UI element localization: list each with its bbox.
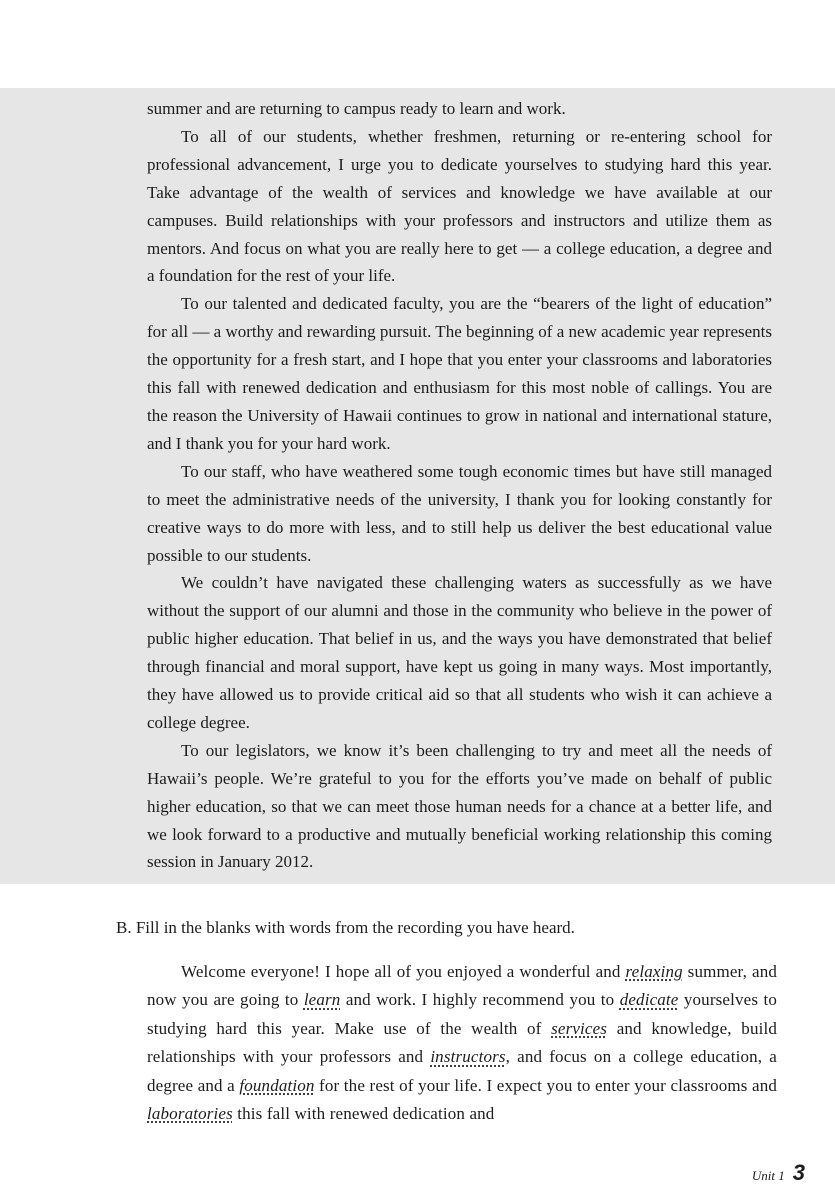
passage-paragraph: We couldn’t have navigated these challenging waters as successfully as we have without the support of our alumni and those in the community who believe in the power of public higher education. That belief in us, and the ways you have demonstrated that belief through financial and moral support, have kept us going in many ways. Most importantly, they have allowed us to provide critical aid so that all students who wish it can achieve a college degree. (147, 573, 772, 732)
text-segment: , and focus on a college education, a degree and a (147, 1047, 777, 1095)
blank-answer: instructors (430, 1047, 506, 1067)
exercise-b-section (116, 915, 776, 941)
reading-passage-text (147, 95, 772, 876)
passage-paragraph: To our staff, who have weathered some tough economic times but have still managed to meet the administrative needs of the university, I thank you for looking constantly for creative ways to do more with less, and to still help us deliver the best educational value possible to our students. (147, 461, 772, 565)
blank-answer: relaxing (625, 962, 683, 981)
passage-paragraph: summer and are returning to campus ready to learn and work. (147, 99, 566, 118)
blank-answer: dedicate (619, 990, 679, 1010)
fill-in-blanks-paragraph (147, 958, 777, 1128)
text-segment: for the rest of your life. I expect you to enter your classrooms and (314, 1075, 778, 1095)
page-footer (752, 1160, 805, 1186)
text-segment: and knowledge, build relationships with your professors and (147, 1018, 777, 1067)
blank-answer: foundation (239, 1075, 315, 1095)
blank-answer: learn (303, 990, 341, 1010)
passage-paragraph: To all of our students, whether freshmen, returning or re-entering school for professional advancement, I urge you to dedicate yourselves to studying hard this year. Take advantage of the wealth of services and knowledge we have available at our campuses. Build relationships with your professors and instructors and utilize them as mentors. And focus on what you are really here to get — a college education, a degree and a foundation for the rest of your life. (147, 126, 772, 286)
unit-label: Unit 1 (751, 1168, 785, 1183)
text-segment: and work. I highly recommend you to (340, 990, 620, 1010)
passage-paragraph: To our legislators, we know it’s been challenging to try and meet all the needs of Hawaii’s people. We’re grateful to you for the efforts you’ve made on behalf of public higher education, so that we can meet those human needs for a chance at a better life, and we look forward to a productive and mutually beneficial working relationship this coming session in January 2012. (147, 740, 772, 872)
fill-in-blanks-text (147, 958, 777, 1128)
exercise-b-instruction: B. Fill in the blanks with words from the recording you have heard. (116, 918, 575, 937)
blank-answer: laboratories (147, 1104, 233, 1124)
blank-answer: services (551, 1018, 608, 1038)
text-segment: this fall with renewed dedication and (232, 1104, 495, 1124)
passage-paragraph: To our talented and dedicated faculty, you are the “bearers of the light of education” for all — a worthy and rewarding pursuit. The beginning of a new academic year represents the opportunity for a fresh start, and I hope that you enter your classrooms and laboratories this fall with renewed dedication and enthusiasm for this most noble of callings. You are the reason the University of Hawaii continues to grow in national and international stature, and I thank you for your hard work. (147, 294, 772, 453)
text-segment: Welcome everyone! I hope all of you enjoyed a wonderful and (181, 962, 626, 981)
text-segment: summer, and now you are going to (147, 962, 778, 1010)
text-segment: yourselves to studying hard this year. Make use of the wealth of (147, 990, 778, 1038)
page-number: 3 (792, 1160, 805, 1185)
